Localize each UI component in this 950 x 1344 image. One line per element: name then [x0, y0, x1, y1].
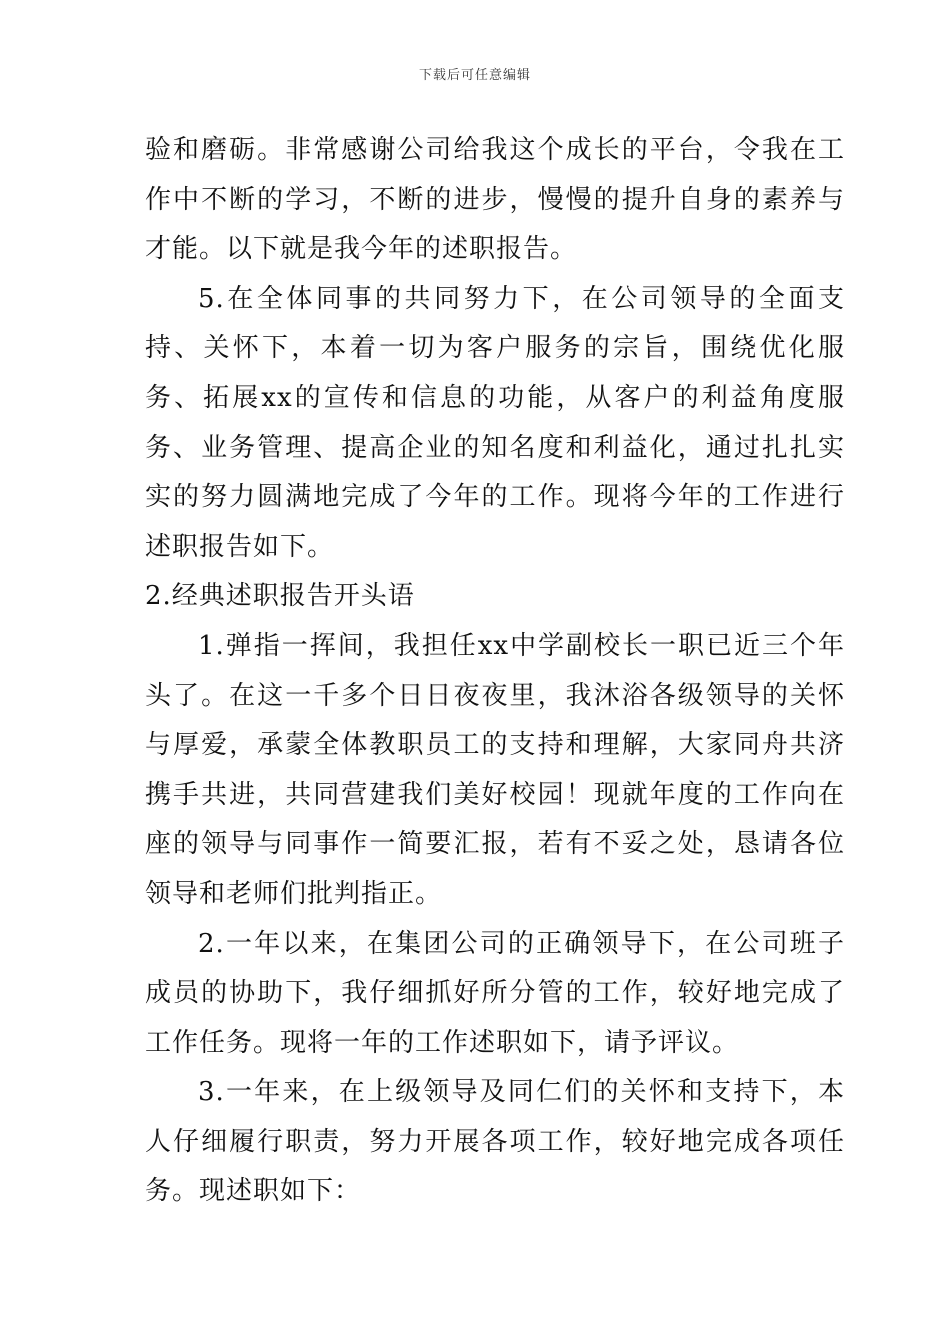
paragraph-item-1: 1.弹指一挥间，我担任xx中学副校长一职已近三个年头了。在这一千多个日日夜夜里，我沐浴各级领导的关怀与厚爱，承蒙全体教职员工的支持和理解，大家同舟共济携手共进，共同营建我们美好校园！现就年度的工作向在座的领导与同事作一简要汇报，若有不妥之处，恳请各位领导和老师们批判指正。 [145, 630, 845, 909]
paragraph-continuation: 验和磨砺。非常感谢公司给我这个成长的平台，令我在工作中不断的学习，不断的进步，慢慢的提升自身的素养与才能。以下就是我今年的述职报告。 [145, 135, 845, 265]
document-body [145, 126, 845, 1217]
paragraph-item-2: 2.一年以来，在集团公司的正确领导下，在公司班子成员的协助下，我仔细抓好所分管的工作，较好地完成了工作任务。现将一年的工作述职如下，请予评议。 [145, 928, 845, 1058]
section-heading: 2.经典述职报告开头语 [145, 581, 415, 612]
page-header-note: 下载后可任意编辑 [418, 68, 531, 83]
paragraph-item-3: 3.一年来，在上级领导及同仁们的关怀和支持下，本人仔细履行职责，努力开展各项工作，较好地完成各项任务。现述职如下： [145, 1077, 845, 1207]
paragraph-item-5: 5.在全体同事的共同努力下，在公司领导的全面支持、关怀下，本着一切为客户服务的宗旨，围绕优化服务、拓展xx的宣传和信息的功能，从客户的利益角度服务、业务管理、提高企业的知名度和利益化，通过扎扎实实的努力圆满地完成了今年的工作。现将今年的工作进行述职报告如下。 [145, 283, 845, 562]
